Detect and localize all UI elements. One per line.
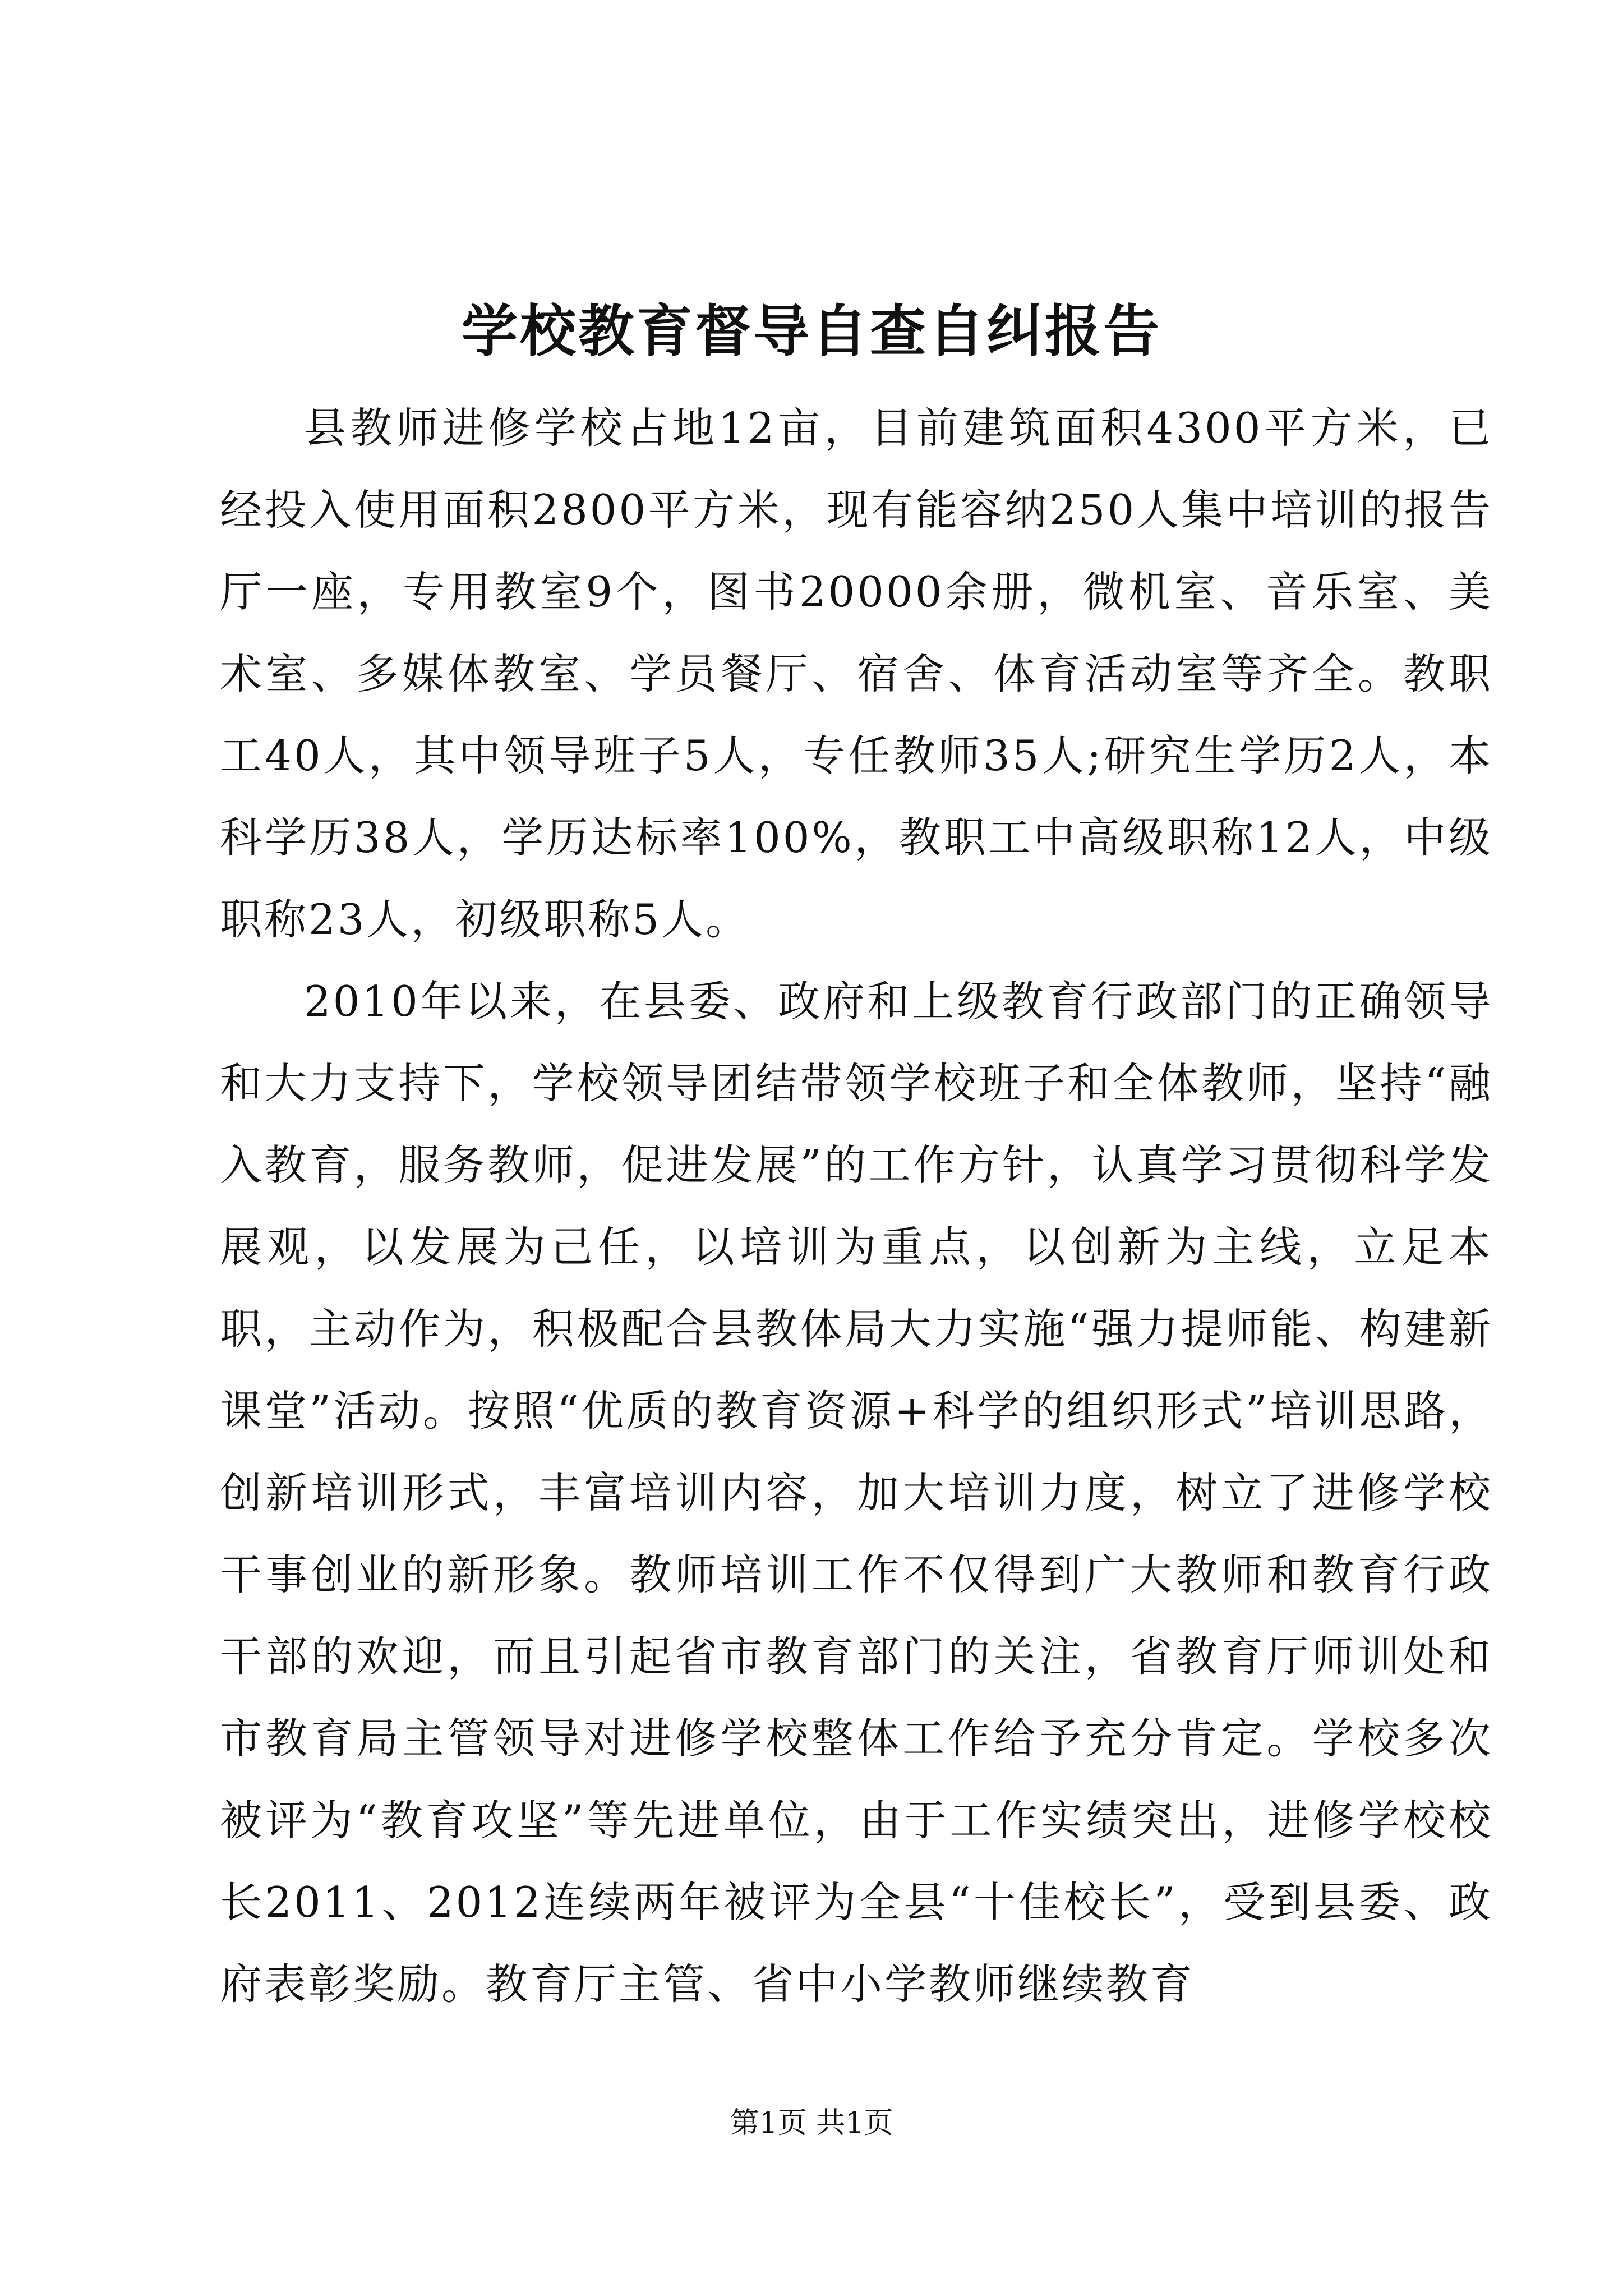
page-footer: 第1页 共1页 xyxy=(730,2106,893,2140)
paragraph-facilities: 县教师进修学校占地12亩，目前建筑面积4300平方米，已经投入使用面积2800平方米，现有能容纳250人集中培训的报告厅一座，专用教室9个，图书20000余册，微机室、音乐室、美术室、多媒体教室、学员餐厅、宿舍、体育活动室等齐全。教职工40人，其中领导班子5人，专任教师35人;研究生学历2人，本科学历38人，学历达标率100%，教职工中高级职称12人，中级职称23人，初级职称5人。 xyxy=(220,403,1493,944)
document-title: 学校教育督导自查自纠报告 xyxy=(462,298,1161,364)
document-body xyxy=(220,387,1493,2025)
paragraph-achievements: 2010年以来，在县委、政府和上级教育行政部门的正确领导和大力支持下，学校领导团结带领学校班子和全体教师，坚持“融入教育，服务教师，促进发展”的工作方针，认真学习贯彻科学发展观，以发展为己任，以培训为重点，以创新为主线，立足本职，主动作为，积极配合县教体局大力实施“强力提师能、构建新课堂”活动。按照“优质的教育资源+科学的组织形式”培训思路，创新培训形式，丰富培训内容，加大培训力度，树立了进修学校干事创业的新形象。教师培训工作不仅得到广大教师和教育行政干部的欢迎，而且引起省市教育部门的关注，省教育厅师训处和市教育局主管领导对进修学校整体工作给予充分肯定。学校多次被评为“教育攻坚”等先进单位，由于工作实绩突出，进修学校校长2011、2012连续两年被评为全县“十佳校长”，受到县委、政府表彰奖励。教育厅主管、省中小学教师继续教育 xyxy=(220,977,1493,2009)
